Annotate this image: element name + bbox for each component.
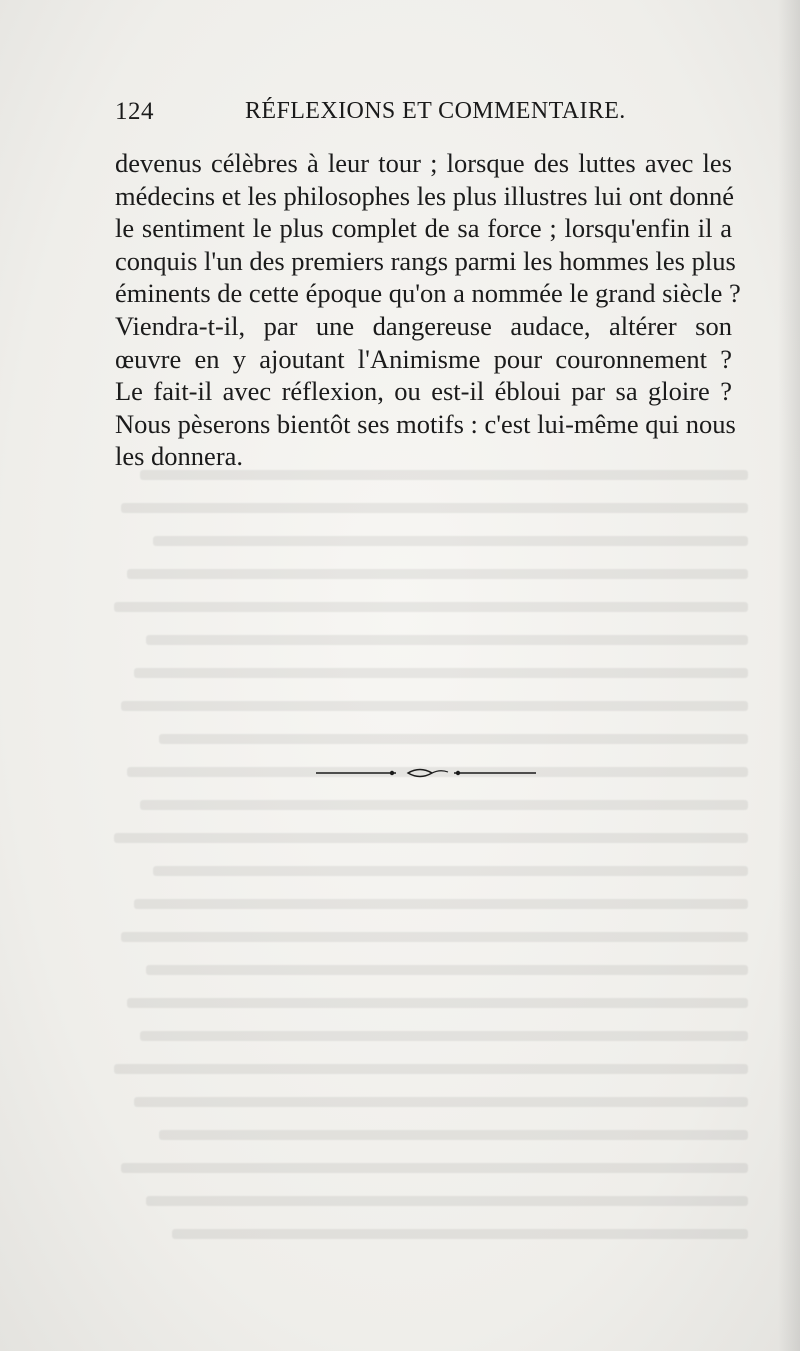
- body-paragraph: [115, 147, 741, 473]
- running-title: RÉFLEXIONS ET COMMENTAIRE.: [245, 98, 626, 124]
- ornament-flourish: [432, 771, 448, 773]
- text-line: conquis l'un des premiers rangs parmi les hommes les plus: [115, 245, 736, 276]
- section-end-ornament: [316, 763, 536, 781]
- text-line: médecins et les philosophes les plus illustres lui ont donné: [115, 180, 734, 211]
- bleed-through-texture: [108, 470, 748, 1270]
- text-line: les donnera.: [115, 441, 244, 472]
- text-line: éminents de cette époque qu'on a nommée le grand siècle ?: [115, 278, 741, 309]
- page-edge-shadow: [778, 0, 800, 1351]
- ornament-lozenge: [408, 770, 432, 777]
- page-number: 124: [115, 98, 154, 125]
- page-header: [115, 98, 727, 134]
- text-line: Le fait-il avec réflexion, ou est-il ébloui par sa gloire ?: [115, 376, 732, 407]
- text-line: œuvre en y ajoutant l'Animisme pour couronnement ?: [115, 343, 732, 374]
- text-line: Nous pèserons bientôt ses motifs : c'est lui-même qui nous: [115, 408, 736, 439]
- text-line: le sentiment le plus complet de sa force ; lorsqu'enfin il a: [115, 213, 732, 244]
- ornament-dot-left: [390, 771, 394, 775]
- text-line: devenus célèbres à leur tour ; lorsque des luttes avec les: [115, 148, 732, 178]
- text-line: Viendra-t-il, par une dangereuse audace, altérer son: [115, 310, 732, 341]
